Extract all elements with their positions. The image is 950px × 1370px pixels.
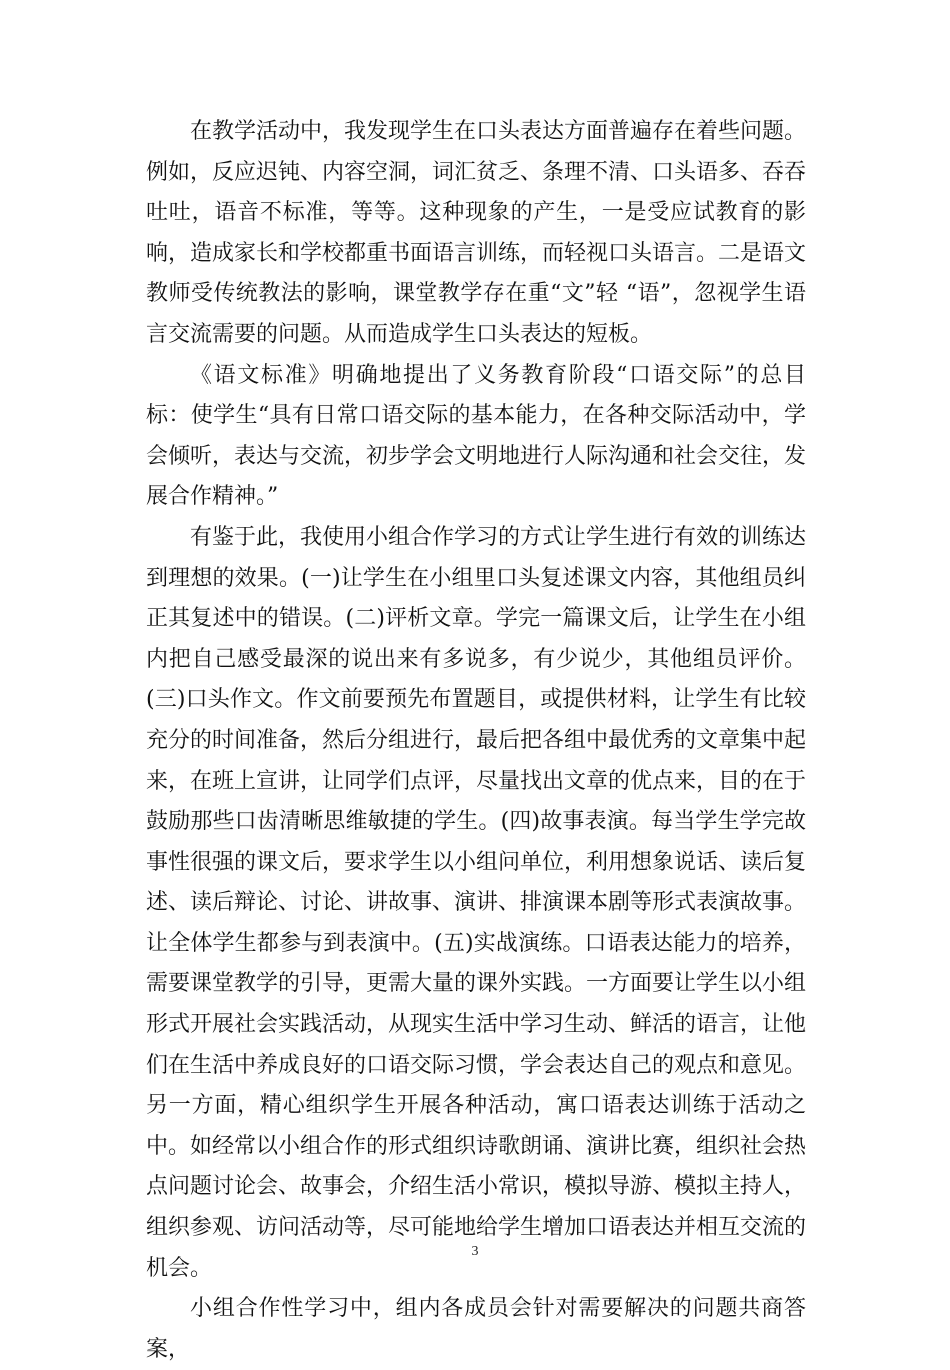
body-text	[146, 112, 806, 1370]
paragraph-3: 有鉴于此，我使用小组合作学习的方式让学生进行有效的训练达到理想的效果。(一)让学生在小组里口头复述课文内容，其他组员纠正其复述中的错误。(二)评析文章。学完一篇课文后，让学生在小组内把自己感受最深的说出来有多说多，有少说少，其他组员评价。(三)口头作文。作文前要预先布置题目，或提供材料，让学生有比较充分的时间准备，然后分组进行，最后把各组中最优秀的文章集中起来，在班上宣讲，让同学们点评，尽量找出文章的优点来，目的在于鼓励那些口齿清晰思维敏捷的学生。(四)故事表演。每当学生学完故事性很强的课文后，要求学生以小组问单位，利用想象说话、读后复述、读后辩论、讨论、讲故事、演讲、排演课本剧等形式表演故事。让全体学生都参与到表演中。(五)实战演练。口语表达能力的培养，需要课堂教学的引导，更需大量的课外实践。一方面要让学生以小组形式开展社会实践活动，从现实生活中学习生动、鲜活的语言，让他们在生活中养成良好的口语交际习惯，学会表达自己的观点和意见。另一方面，精心组织学生开展各种活动，寓口语表达训练于活动之中。如经常以小组合作的形式组织诗歌朗诵、演讲比赛，组织社会热点问题讨论会、故事会，介绍生活小常识，模拟导游、模拟主持人，组织参观、访问活动等，尽可能地给学生增加口语表达并相互交流的机会。	[146, 524, 807, 1281]
paragraph-4: 小组合作性学习中，组内各成员会针对需要解决的问题共商答案，	[146, 1296, 806, 1362]
paragraph-2: 《语文标准》明确地提出了义务教育阶段“口语交际”的总目标：使学生“具有日常口语交际的基本能力，在各种交际活动中，学会倾听，表达与交流，初步学会文明地进行人际沟通和社会交往，发展合作精神。”	[146, 362, 807, 510]
paragraph-1: 在教学活动中，我发现学生在口头表达方面普遍存在着些问题。例如，反应迟钝、内容空洞，词汇贫乏、条理不清、口头语多、吞吞吐吐，语音不标准，等等。这种现象的产生，一是受应试教育的影响，造成家长和学校都重书面语言训练，而轻视口头语言。二是语文教师受传统教法的影响，课堂教学存在重“文”轻 “语”，忽视学生语言交流需要的问题。从而造成学生口头表达的短板。	[146, 119, 807, 347]
page-number: 3	[471, 1244, 479, 1259]
